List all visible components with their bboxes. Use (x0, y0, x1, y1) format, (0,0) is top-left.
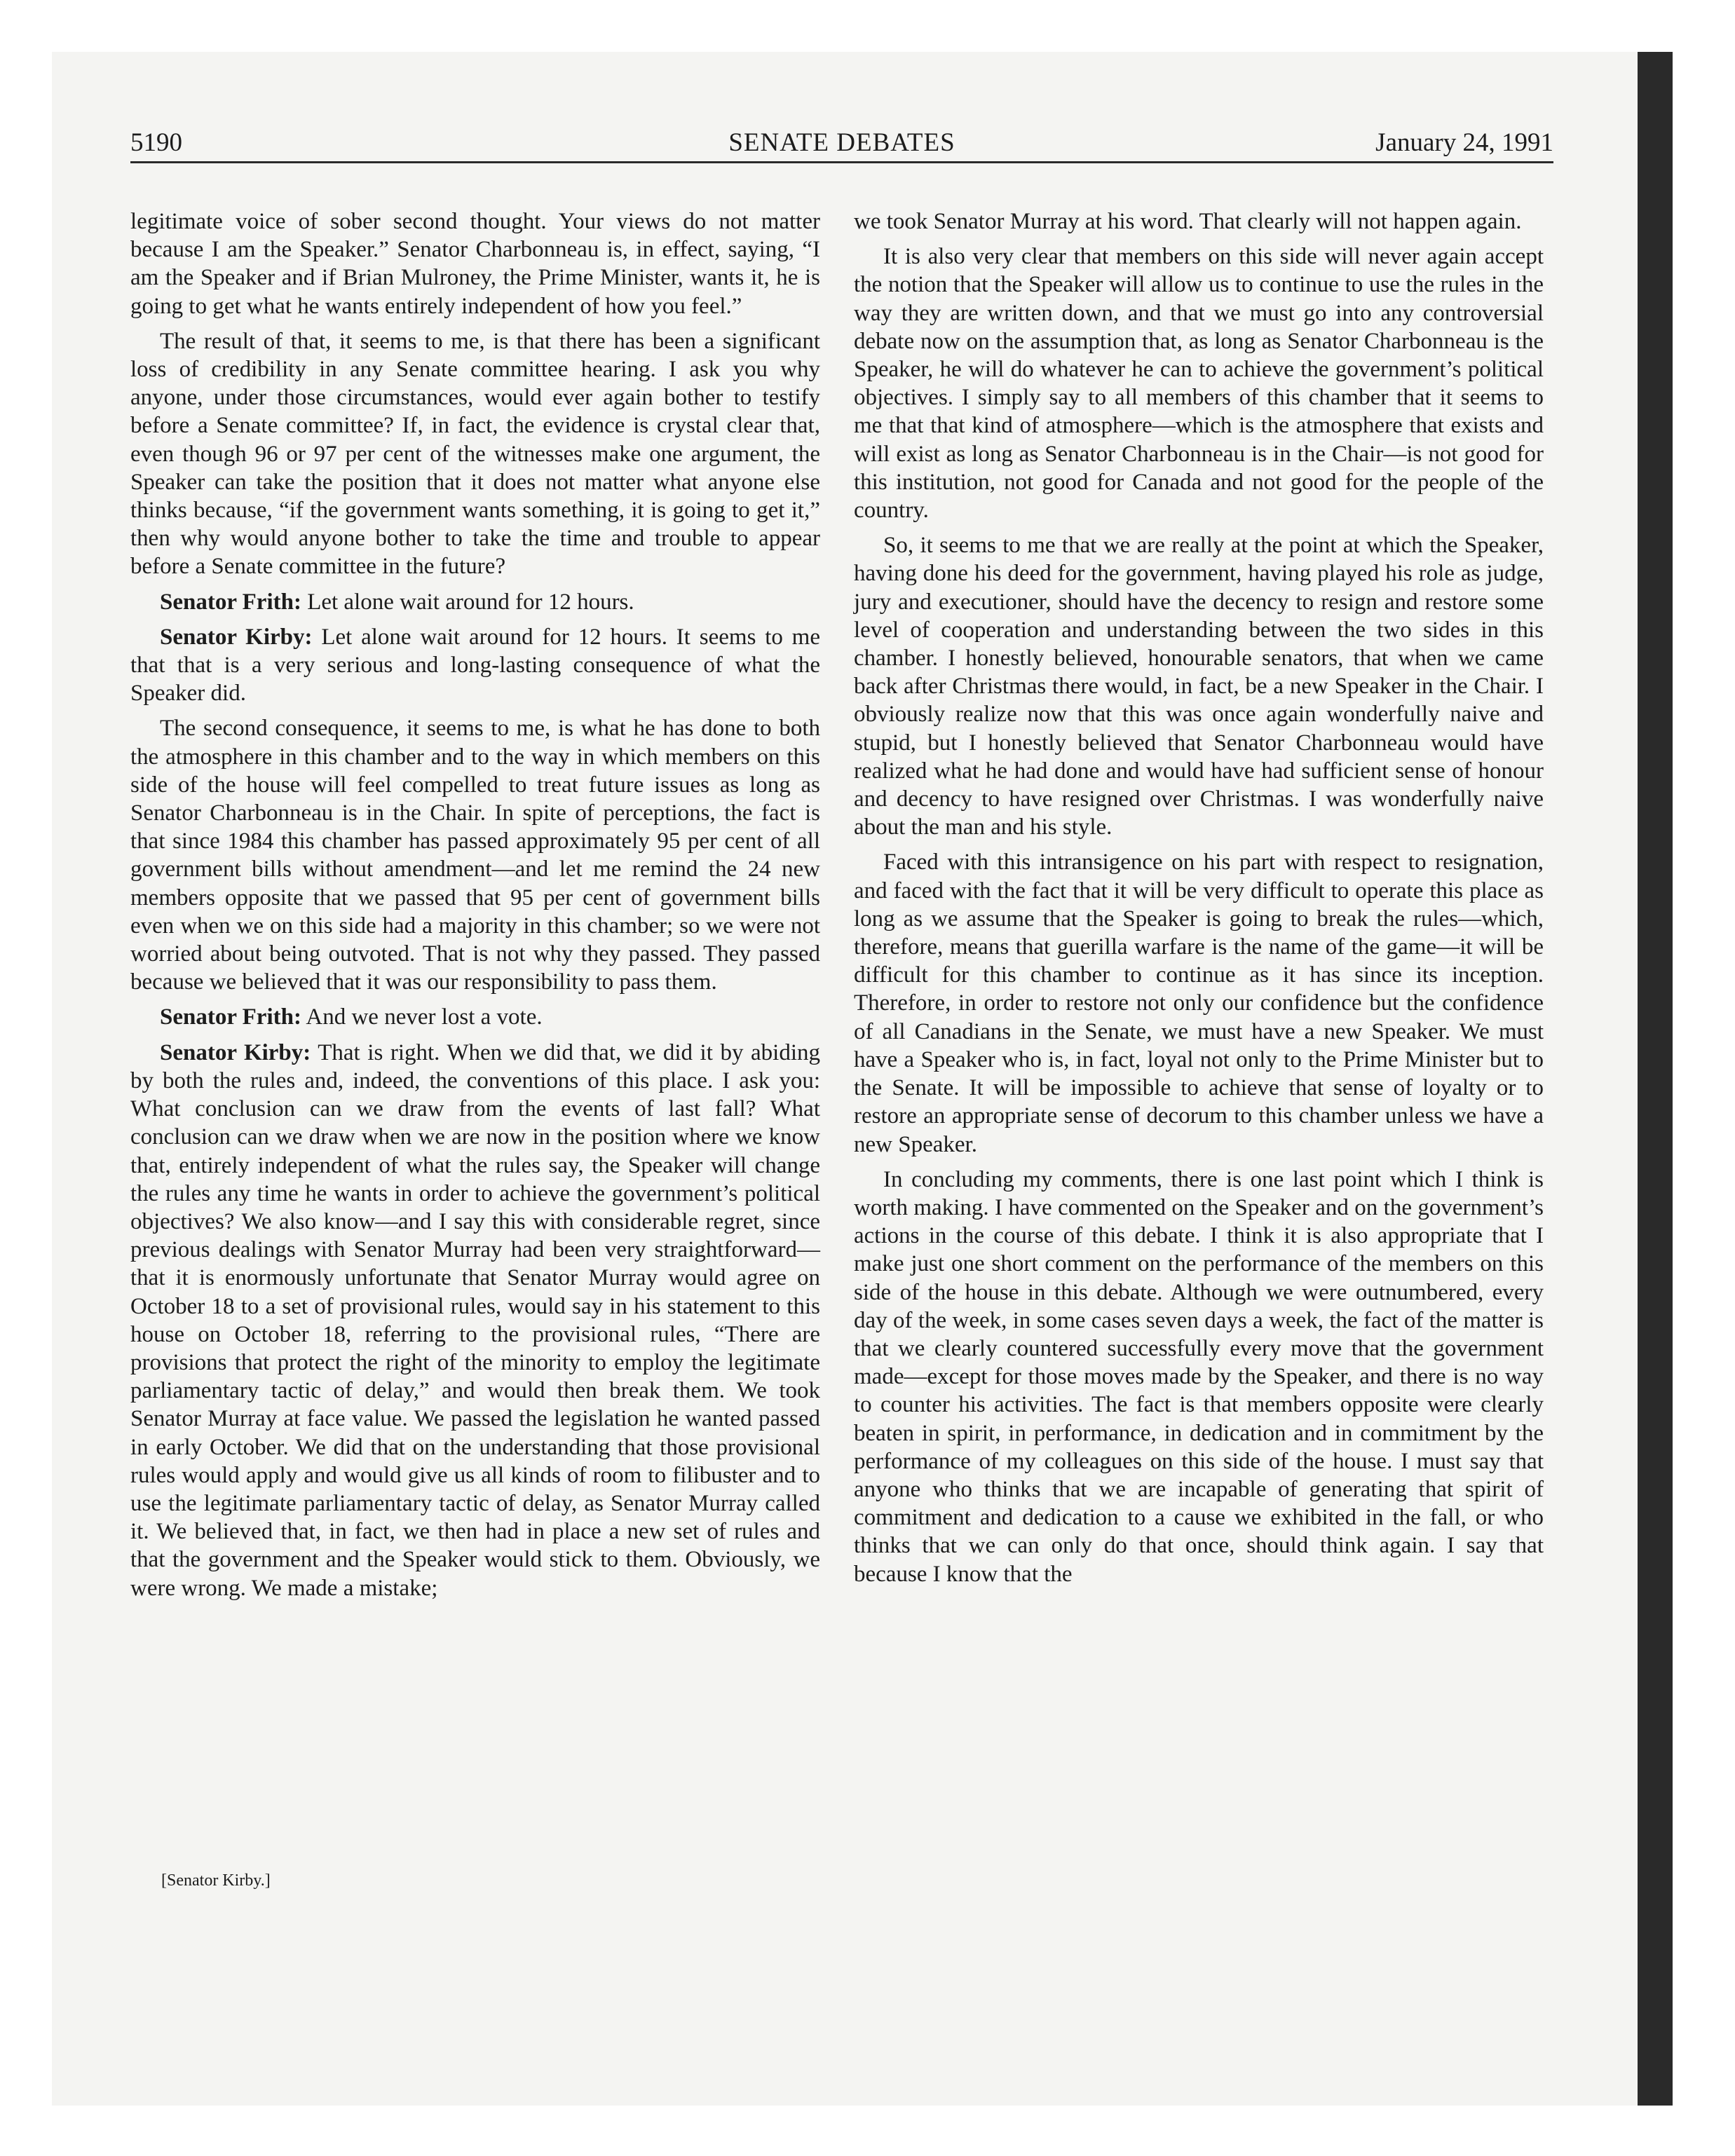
paragraph (130, 714, 820, 996)
page-number: 5190 (130, 128, 182, 157)
right-column (854, 207, 1544, 1588)
paragraph-text: The second consequence, it seems to me, is what he has done to both the atmosphere in this chamber and to the way in which members on this side of the house will feel compelled to treat future issues as long as Senator Charbonneau is in the Chair. In spite of perceptions, the fact is that since 1984 this chamber has passed approximately 95 per cent of all government bills without amendment—and let me remind the 24 new members opposite that we passed that 95 per cent of government bills even when we on this side had a majority in this chamber; so we were not worried about being outvoted. That is not why they passed. They passed because we believed that it was our responsibility to pass them. (130, 716, 820, 995)
paragraph (130, 327, 820, 581)
left-column (130, 207, 820, 1602)
paragraph-text: Faced with this intransigence on his part with respect to resignation, and faced with the fact that it will be very difficult to operate this place as long as we assume that the Speaker is going to break the rules—which, therefore, means that guerilla warfare is the name of the game—it will be difficult for this chamber to continue as it has since its inception. Therefore, in order to restore not only our confidence but the confidence of all Canadians in the Senate, we must have a new Speaker. We must have a Speaker who is, in fact, loyal not only to the Prime Minister but to the Senate. It will be impossible to achieve that sense of loyalty or to restore an appropriate sense of decorum to this chamber unless we have a new Speaker. (854, 850, 1544, 1157)
page-date: January 24, 1991 (1375, 128, 1553, 157)
paragraph (130, 1003, 820, 1031)
publication-title: SENATE DEBATES (728, 128, 955, 157)
scan-edge-shadow (1638, 52, 1673, 2106)
paragraph (854, 531, 1544, 841)
speaker-name: Senator Frith: (160, 589, 301, 615)
paragraph-text: legitimate voice of sober second thought. Your views do not matter because I am the Speaker.” Senator Charbonneau is, in effect, saying, “I am the Speaker and if Brian Mulroney, the Prime Minister, wants it, he is going to get what he wants entirely independent of how you feel.” (130, 209, 820, 319)
paragraph (854, 207, 1544, 236)
paragraph-text: It is also very clear that members on this side will never again accept the notion that the Speaker will allow us to continue to use the rules in the way they are written down, and that we must go into any controversial debate now on the assumption that, as long as Senator Charbonneau is the Speaker, he will do whatever he can to achieve the government’s political objectives. I simply say to all members of this chamber that it seems to me that that kind of atmosphere—which is the atmosphere that exists and will exist as long as Senator Charbonneau is in the Chair—is not good for this institution, not good for Canada and not good for the people of the country. (854, 244, 1544, 524)
paragraph (854, 848, 1544, 1158)
paragraph-text: The result of that, it seems to me, is that there has been a significant loss of credibility in any Senate committee hearing. I ask you why anyone, under those circumstances, would ever again bother to testify before a Senate committee? If, in fact, the evidence is crystal clear that, even though 96 or 97 per cent of the witnesses make one argument, the Speaker can take the position that it does not matter what anyone else thinks because, “if the government wants something, it is going to get it,” then why would anyone bother to take the time and trouble to appear before a Senate committee in the future? (130, 328, 820, 580)
page-header (130, 125, 1553, 163)
paragraph-text: In concluding my comments, there is one last point which I think is worth making. I have commented on the Speaker and on the government’s actions in the course of this debate. I think it is also appropriate that I make just one short comment on the performance of the members on this side of the house in this debate. Although we were outnumbered, every day of the week, in some cases seven days a week, the fact of the matter is that we clearly countered successfully every move that the government made—except for those moves made by the Speaker, and there is no way to counter his activities. The fact is that members opposite were clearly beaten in spirit, in performance, in dedication and in commitment by the performance of my colleagues on this side of the house. I must say that anyone who thinks that we are incapable of generating that spirit of commitment and dedication to a cause we exhibited in the fall, or who thinks that we can only do that once, should think again. I say that because I know that the (854, 1166, 1544, 1587)
paragraph (854, 1166, 1544, 1588)
speaker-footnote: [Senator Kirby.] (161, 1871, 271, 1890)
paragraph-text: Let alone wait around for 12 hours. It seems to me that that is a very serious and long-lasting consequence of what the Speaker did. (130, 624, 820, 707)
speaker-name: Senator Kirby: (160, 624, 313, 650)
speaker-name: Senator Frith: (160, 1004, 301, 1030)
paragraph (130, 588, 820, 616)
paragraph-text: we took Senator Murray at his word. That clearly will not happen again. (854, 209, 1522, 234)
paragraph-text: That is right. When we did that, we did it by abiding by both the rules and, indeed, the conventions of this place. I ask you: What conclusion can we draw from the events of last fall? What conclusion can we draw when we are now in the position where we know that, entirely independent of what the rules say, the Speaker will change the rules any time he wants in order to achieve the government’s political objectives? We also know—and I say this with considerable regret, since previous dealings with Senator Murray had been very straightforward—that it is enormously unfortunate that Senator Murray would agree on October 18 to a set of provisional rules, would say in his statement to this house on October 18, referring to the provisional rules, “There are provisions that protect the right of the minority to employ the legitimate parliamentary tactic of delay,” and would then break them. We took Senator Murray at face value. We passed the legislation he wanted passed in early October. We did that on the understanding that those provisional rules would apply and would give us all kinds of room to filibuster and to use the legitimate parliamentary tactic of delay, as Senator Murray called it. We believed that, in fact, we then had in place a new set of rules and that the government and the Speaker would stick to them. Obviously, we were wrong. We made a mistake; (130, 1039, 820, 1601)
paragraph (854, 243, 1544, 524)
paragraph (130, 623, 820, 708)
paragraph (130, 207, 820, 320)
paragraph-text: So, it seems to me that we are really at the point at which the Speaker, having done his deed for the government, having played his role as judge, jury and executioner, should have the decency to resign and restore some level of cooperation and understanding between the two sides in this chamber. I honestly believed, honourable senators, that when we came back after Christmas there would, in fact, be a new Speaker in the Chair. I obviously realize now that this was once again wonderfully naive and stupid, but I honestly believed that Senator Charbonneau would have realized what he had done and would have had sufficient sense of honour and decency to have resigned over Christmas. I was wonderfully naive about the man and his style. (854, 533, 1544, 840)
paragraph-text: And we never lost a vote. (306, 1004, 543, 1030)
speaker-name: Senator Kirby: (160, 1039, 311, 1065)
paragraph-text: Let alone wait around for 12 hours. (307, 589, 634, 615)
paragraph (130, 1039, 820, 1602)
